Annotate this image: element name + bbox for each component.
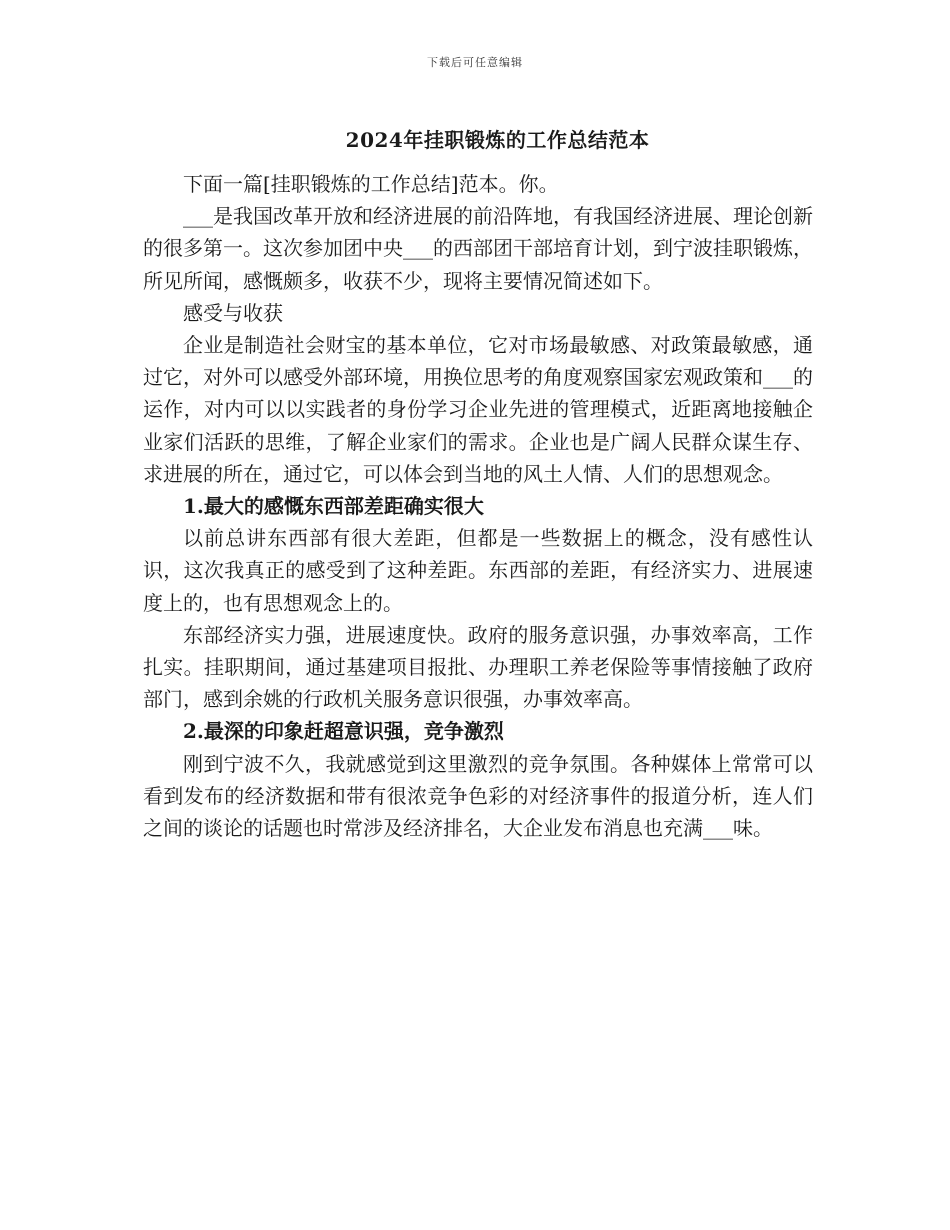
paragraph-background: ___是我国改革开放和经济进展的前沿阵地，有我国经济进展、理论创新的很多第一。这次参加团中央___的西部团干部培育计划，到宁波挂职锻炼，所见所闻，感慨颇多，收获不少，现将主要情况简述如下。 [143,204,813,293]
paragraph-intro: 下面一篇[挂职锻炼的工作总结]范本。你。 [183,172,559,196]
page-header-note: 下载后可任意编辑 [427,56,523,69]
section-heading-2: 2.最深的印象赶超意识强，竞争激烈 [183,719,504,744]
paragraph-competition: 刚到宁波不久，我就感觉到这里激烈的竞争氛围。各种媒体上常常可以看到发布的经济数据和带有很浓竞争色彩的对经济事件的报道分析，连人们之间的谈论的话题也时常涉及经济排名，大企业发布消息也充满___味。 [143,751,813,841]
section-heading-1: 1.最大的感慨东西部差距确实很大 [183,494,484,519]
paragraph-east: 东部经济实力强，进展速度快。政府的服务意识强，办事效率高，工作扎实。挂职期间，通过基建项目报批、办理职工养老保险等事情接触了政府部门，感到余姚的行政机关服务意识很强，办事效率高。 [143,622,813,712]
paragraph-enterprise: 企业是制造社会财宝的基本单位，它对市场最敏感、对政策最敏感，通过它，对外可以感受外部环境，用换位思考的角度观察国家宏观政策和___的运作，对内可以以实践者的身份学习企业先进的管理模式，近距离地接触企业家们活跃的思维，了解企业家们的需求。企业也是广阔人民群众谋生存、求进展的所在，通过它，可以体会到当地的风土人情、人们的思想观念。 [143,333,813,486]
document-title: 2024年挂职锻炼的工作总结范本 [345,128,650,152]
paragraph-section-title: 感受与收获 [183,300,283,325]
document-body [143,168,813,844]
paragraph-gap: 以前总讲东西部有很大差距，但都是一些数据上的概念，没有感性认识，这次我真正的感受到了这种差距。东西部的差距，有经济实力、进展速度上的，也有思想观念上的。 [143,526,813,615]
